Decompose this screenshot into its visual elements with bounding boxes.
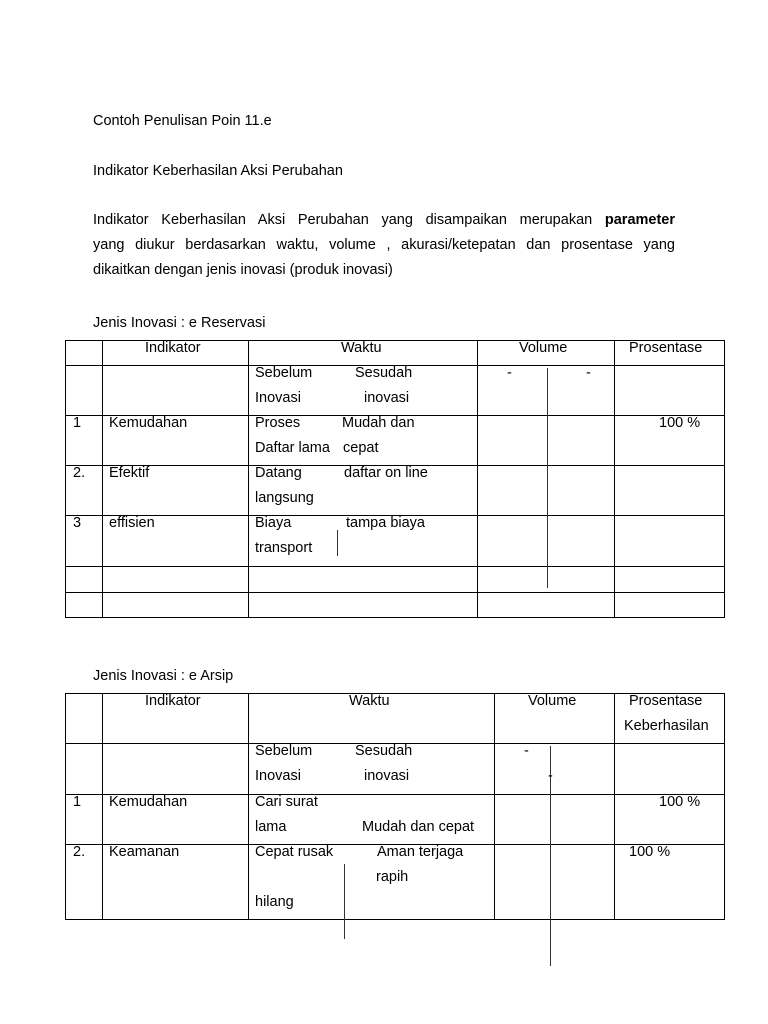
table2-row-number: 1: [73, 794, 82, 810]
table1-row-prosentase: 100 %: [659, 415, 701, 431]
table2-row-sebelum: lama: [255, 819, 287, 835]
table1-row-sebelum: Datang: [255, 465, 302, 481]
table2-rule: [614, 693, 615, 920]
table2-row-sesudah: Aman terjaga: [377, 844, 464, 860]
table1-sub-inovasi: Inovasi: [255, 390, 301, 406]
table1-row-sebelum: transport: [255, 540, 313, 556]
table1-row-sebelum: Biaya: [255, 515, 292, 531]
table1-row-sesudah: cepat: [343, 440, 379, 456]
table2-row-prosentase: 100 %: [659, 794, 701, 810]
table1-row-indikator: effisien: [109, 515, 155, 531]
table2-row-sebelum: Cepat rusak: [255, 844, 334, 860]
intro-paragraph: [93, 208, 675, 283]
table1-row-number: 3: [73, 515, 82, 531]
table1-sub-inovasi2: inovasi: [364, 390, 410, 406]
table2-sub-sesudah: Sesudah: [355, 743, 413, 759]
table1-pen-stroke: [547, 368, 548, 588]
table1-rule: [65, 592, 725, 593]
table1-row-number: 2.: [73, 465, 86, 481]
table2-pen-stroke: [344, 864, 345, 939]
table1-row-sebelum: Daftar lama: [255, 440, 330, 456]
table2-row-sesudah: Mudah dan cepat: [362, 819, 475, 835]
table2-caption: Jenis Inovasi : e Arsip: [93, 668, 234, 684]
table2-sub-sebelum: Sebelum: [255, 743, 313, 759]
table2-header-waktu: Waktu: [349, 693, 390, 709]
table1-header-indikator: Indikator: [145, 340, 201, 356]
table1-row-sesudah: tampa biaya: [346, 515, 425, 531]
table2-row-number: 2.: [73, 844, 86, 860]
table2-rule: [724, 693, 725, 920]
table2-sub-dash: -: [524, 743, 529, 759]
table2-sub-inovasi: Inovasi: [255, 768, 301, 784]
table1-sub-dash: -: [586, 365, 591, 381]
table1-row-number: 1: [73, 415, 82, 431]
table2-row-sesudah: rapih: [376, 869, 409, 885]
table1-sub-sesudah: Sesudah: [355, 365, 413, 381]
table2-rule: [494, 693, 495, 920]
paragraph-line-3: dikaitkan dengan jenis inovasi (produk inovasi): [93, 262, 393, 278]
table1-rule: [102, 340, 103, 618]
paragraph-line-1: Indikator Keberhasilan Aksi Perubahan yang disampaikan merupakan parameter: [93, 212, 675, 228]
table1-header-waktu: Waktu: [341, 340, 382, 356]
table1-caption: Jenis Inovasi : e Reservasi: [93, 315, 266, 331]
section-title: Contoh Penulisan Poin 11.e: [93, 113, 272, 129]
table2-header-indikator: Indikator: [145, 693, 201, 709]
table1-row-indikator: Kemudahan: [109, 415, 188, 431]
table1-header-volume: Volume: [519, 340, 568, 356]
table2-row-sebelum: Cari surat: [255, 794, 318, 810]
table2-rule: [102, 693, 103, 920]
table2-header-prosentase: Prosentase: [629, 693, 703, 709]
table2-sub-dash: -: [548, 768, 553, 784]
table1-rule: [477, 340, 478, 618]
table1-rule: [614, 340, 615, 618]
table2-rule: [65, 693, 66, 920]
table2-row-prosentase: 100 %: [629, 844, 671, 860]
table2-row-sebelum: hilang: [255, 894, 294, 910]
table2-rule: [248, 693, 249, 920]
table2-header-volume: Volume: [528, 693, 577, 709]
table1-sub-dash: -: [507, 365, 512, 381]
table1-rule: [65, 340, 66, 618]
table1-rule: [724, 340, 725, 618]
table1-row-sesudah: daftar on line: [344, 465, 428, 481]
subsection-title: Indikator Keberhasilan Aksi Perubahan: [93, 163, 343, 179]
table1-rule: [65, 617, 725, 618]
table2-sub-inovasi2: inovasi: [364, 768, 410, 784]
table1-pen-stroke: [337, 530, 338, 556]
table1-row-indikator: Efektif: [109, 465, 150, 481]
table1-row-sebelum: langsung: [255, 490, 314, 506]
table2-row-indikator: Keamanan: [109, 844, 180, 860]
table1-sub-sebelum: Sebelum: [255, 365, 313, 381]
paragraph-line-2: yang diukur berdasarkan waktu, volume , akurasi/ketepatan dan prosentase yang: [93, 237, 675, 253]
table1-row-sesudah: Mudah dan: [342, 415, 415, 431]
table2-header-keberhasilan: Keberhasilan: [624, 718, 709, 734]
table1-rule: [248, 340, 249, 618]
table1-row-sebelum: Proses: [255, 415, 301, 431]
table2-row-indikator: Kemudahan: [109, 794, 188, 810]
table1-rule: [65, 566, 725, 567]
bold-term: parameter: [604, 212, 675, 228]
table2-rule: [65, 919, 725, 920]
table1-header-prosentase: Prosentase: [629, 340, 703, 356]
